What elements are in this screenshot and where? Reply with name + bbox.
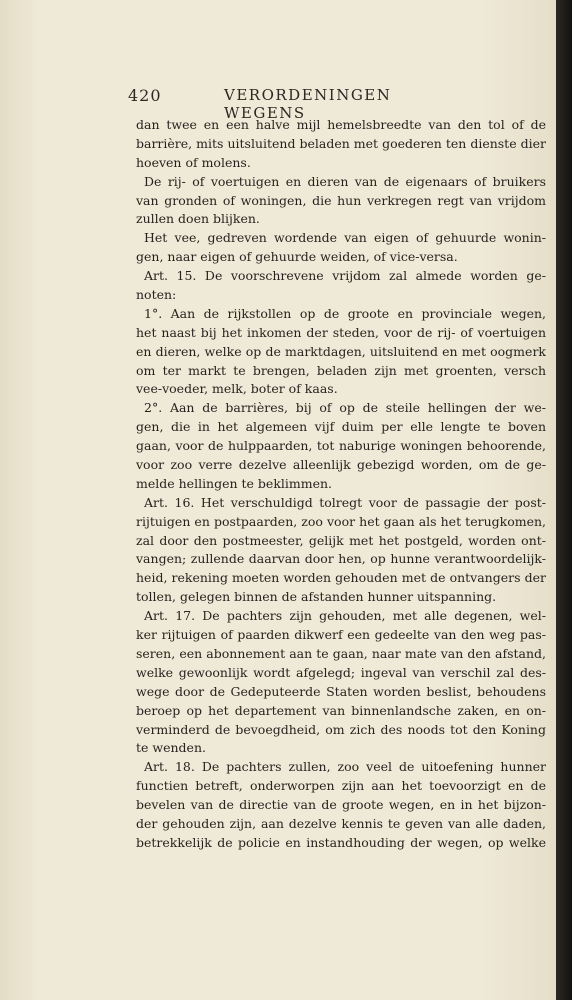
text-line: verminderd de bevoegdheid, om zich des noods tot den Koning <box>136 721 546 737</box>
text-line: der gehouden zijn, aan dezelve kennis te geven van alle daden, <box>136 815 546 831</box>
text-line: seren, een abonnement aan te gaan, naar mate van den afstand, <box>136 645 546 661</box>
text-line: Art. 15. De voorschrevene vrijdom zal almede worden ge- <box>144 268 546 284</box>
text-line: Art. 18. De pachters zullen, zoo veel de uitoefening hunner <box>144 759 546 775</box>
text-line: 1°. Aan de rijkstollen op de groote en provinciale wegen, <box>144 305 546 321</box>
text-line: wege door de Gedeputeerde Staten worden beslist, behoudens <box>136 683 546 699</box>
text-line: gaan, voor de hulppaarden, tot naburige woningen behoorende, <box>136 438 546 454</box>
text-line: Art. 16. Het verschuldigd tolregt voor de passagie der post- <box>144 494 546 510</box>
text-line: melde hellingen te beklimmen. <box>136 475 333 491</box>
page-edge <box>556 0 572 1000</box>
text-line: vee-voeder, melk, boter of kaas. <box>136 381 338 397</box>
text-line: gen, die in het algemeen vijf duim per elle lengte te boven <box>136 419 546 435</box>
text-line: van gronden of woningen, die hun verkregen regt van vrijdom <box>136 192 546 208</box>
text-line: 2°. Aan de barrières, bij of op de steile hellingen der we- <box>144 400 546 416</box>
text-line: dan twee en een halve mijl hemelsbreedte van den tol of de <box>136 117 546 132</box>
text-line: welke gewoonlijk wordt afgelegd; ingeval van verschil zal des- <box>136 664 546 680</box>
text-line: vangen; zullende daarvan door hen, op hunne verantwoordelijk- <box>136 551 546 567</box>
text-line: gen, naar eigen of gehuurde weiden, of vice-versa. <box>136 249 458 265</box>
text-line: heid, rekening moeten worden gehouden met de ontvangers der <box>136 570 546 586</box>
body-text <box>136 116 546 853</box>
text-line: ker rijtuigen of paarden dikwerf een gedeelte van den weg pas- <box>136 627 546 643</box>
text-line: te wenden. <box>136 740 206 756</box>
running-head <box>118 86 448 122</box>
text-line: bevelen van de directie van de groote wegen, en in het bijzon- <box>136 797 546 813</box>
text-line: beroep op het departement van binnenlandsche zaken, en on- <box>136 702 546 718</box>
text-line: zullen doen blijken. <box>136 211 260 227</box>
page-number: 420 <box>128 86 162 105</box>
text-line: om ter markt te brengen, beladen zijn met groenten, versch <box>136 362 546 378</box>
text-line: noten: <box>136 287 177 303</box>
text-line: betrekkelijk de policie en instandhouding der wegen, op welke <box>136 834 546 850</box>
text-line: rijtuigen en postpaarden, zoo voor het gaan als het terugkomen, <box>136 513 546 529</box>
text-line: hoeven of molens. <box>136 154 251 170</box>
text-line: voor zoo verre dezelve alleenlijk gebezigd worden, om de ge- <box>136 457 546 473</box>
text-line: zal door den postmeester, gelijk met het postgeld, worden ont- <box>136 532 546 548</box>
text-line: Art. 17. De pachters zijn gehouden, met alle degenen, wel- <box>144 608 546 624</box>
text-line: De rij- of voertuigen en dieren van de eigenaars of bruikers <box>144 173 546 189</box>
text-line: en dieren, welke op de marktdagen, uitsluitend en met oogmerk <box>136 343 546 359</box>
text-line: het naast bij het inkomen der steden, voor de rij- of voertuigen <box>136 324 546 340</box>
running-title: VERORDENINGEN WEGENS <box>224 86 392 122</box>
text-line: Het vee, gedreven wordende van eigen of gehuurde wonin- <box>144 230 546 246</box>
text-line: tollen, gelegen binnen de afstanden hunner uitspanning. <box>136 589 497 605</box>
text-line: functien betreft, onderworpen zijn aan het toevoorzigt en de <box>136 778 546 794</box>
text-line: barrière, mits uitsluitend beladen met goederen ten dienste dier <box>136 135 546 151</box>
